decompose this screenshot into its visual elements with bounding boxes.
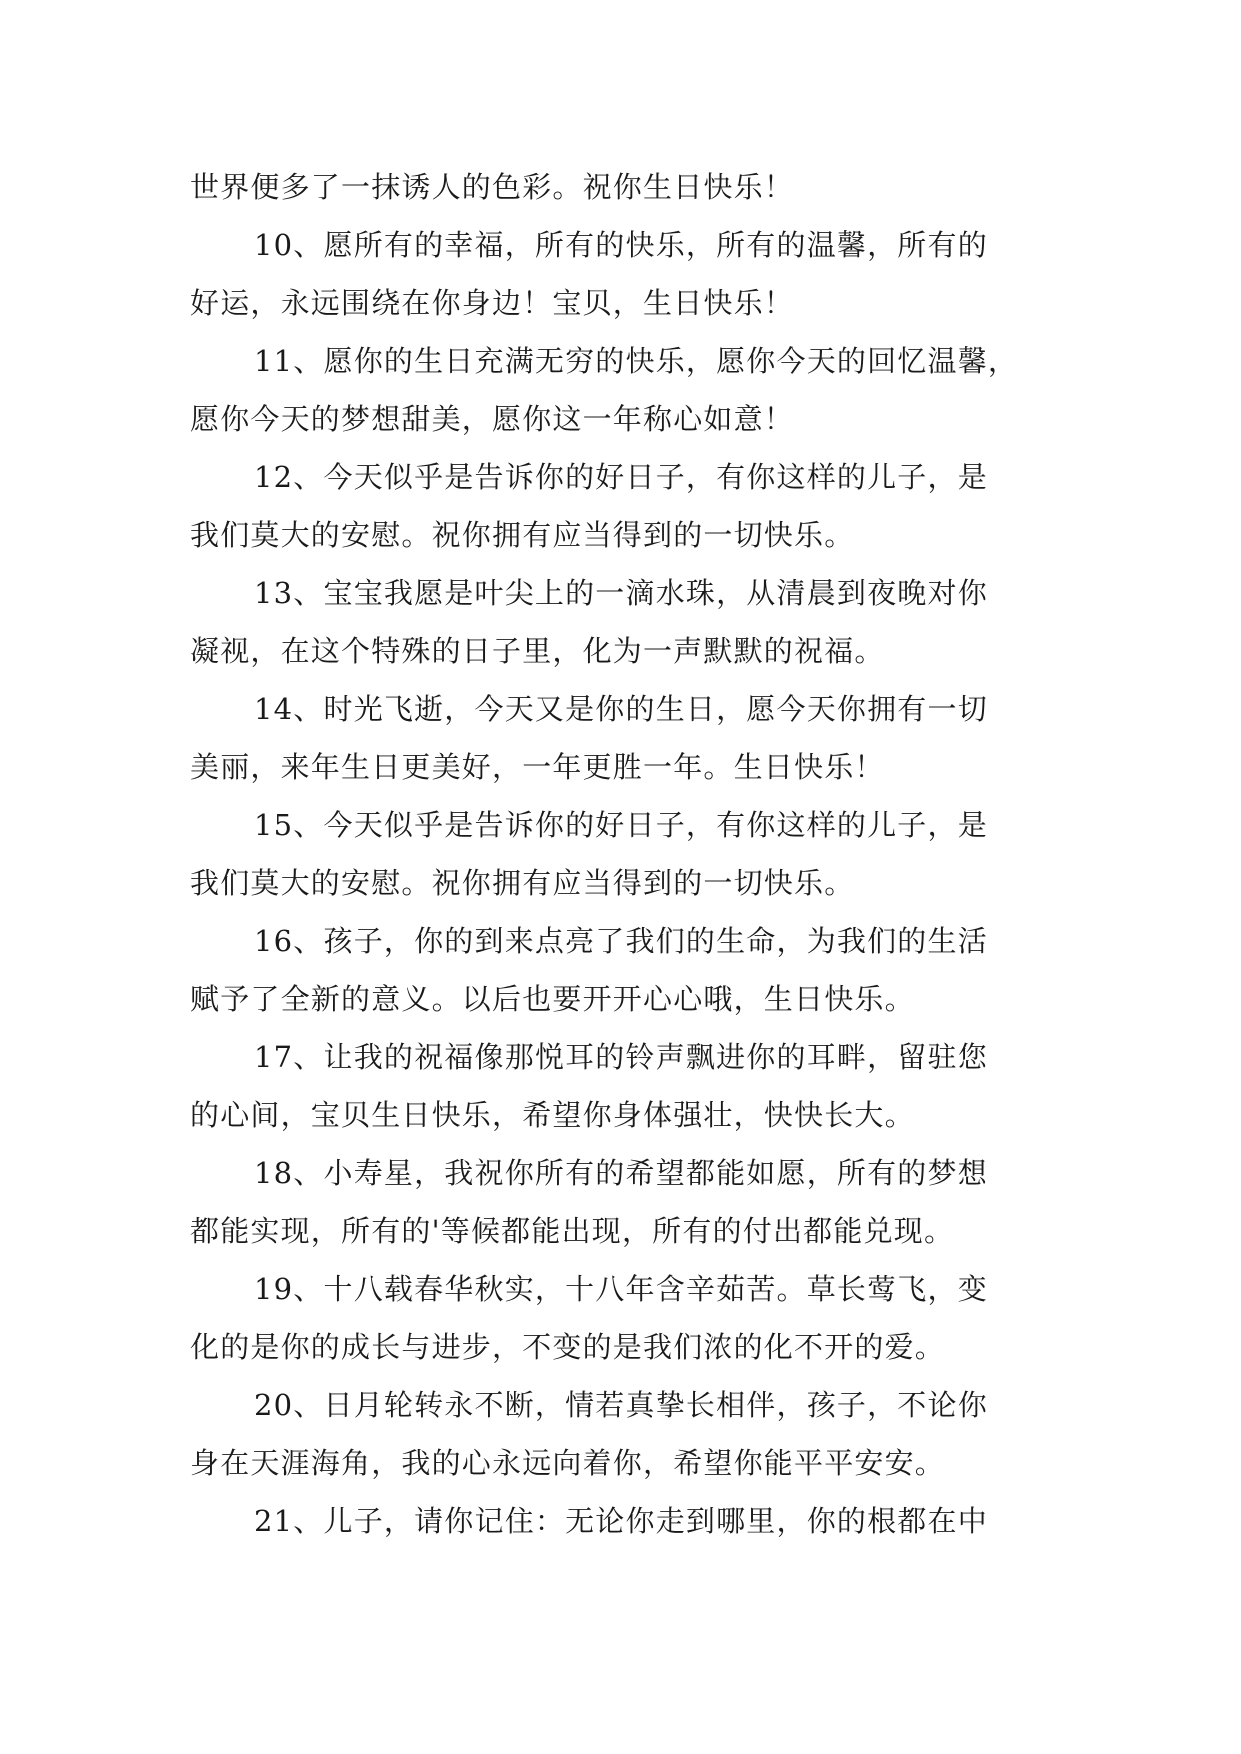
- text-line: 好运，永远围绕在你身边！宝贝，生日快乐！: [190, 286, 795, 320]
- text-line: 美丽，来年生日更美好，一年更胜一年。生日快乐！: [190, 750, 885, 784]
- text-line: 赋予了全新的意义。以后也要开开心心哦，生日快乐。: [190, 982, 915, 1016]
- text-line: 11、愿你的生日充满无穷的快乐，愿你今天的回忆温馨，: [254, 344, 1019, 378]
- document-page: [190, 158, 1050, 1550]
- text-line: 我们莫大的安慰。祝你拥有应当得到的一切快乐。: [190, 866, 855, 900]
- text-line: 16、孩子，你的到来点亮了我们的生命，为我们的生活: [254, 924, 988, 958]
- text-line: 愿你今天的梦想甜美，愿你这一年称心如意！: [190, 402, 795, 436]
- text-line: 19、十八载春华秋实，十八年含辛茹苦。草长莺飞，变: [254, 1272, 988, 1306]
- text-line: 都能实现，所有的'等候都能出现，所有的付出都能兑现。: [190, 1214, 955, 1248]
- text-line: 15、今天似乎是告诉你的好日子，有你这样的儿子，是: [254, 808, 988, 842]
- text-line: 的心间，宝贝生日快乐，希望你身体强壮，快快长大。: [190, 1098, 915, 1132]
- text-line: 凝视，在这个特殊的日子里，化为一声默默的祝福。: [190, 634, 885, 668]
- text-line: 12、今天似乎是告诉你的好日子，有你这样的儿子，是: [254, 460, 988, 494]
- text-line: 世界便多了一抹诱人的色彩。祝你生日快乐！: [190, 170, 795, 204]
- text-line: 20、日月轮转永不断，情若真挚长相伴，孩子，不论你: [254, 1388, 988, 1422]
- text-line: 17、让我的祝福像那悦耳的铃声飘进你的耳畔，留驻您: [254, 1040, 988, 1074]
- text-line: 18、小寿星，我祝你所有的希望都能如愿，所有的梦想: [254, 1156, 988, 1190]
- text-line: 10、愿所有的幸福，所有的快乐，所有的温馨，所有的: [254, 228, 988, 262]
- text-line: 化的是你的成长与进步，不变的是我们浓的化不开的爱。: [190, 1330, 946, 1364]
- text-line: 我们莫大的安慰。祝你拥有应当得到的一切快乐。: [190, 518, 855, 552]
- text-line: 13、宝宝我愿是叶尖上的一滴水珠，从清晨到夜晚对你: [254, 576, 988, 610]
- text-line: 21、儿子，请你记住：无论你走到哪里，你的根都在中: [254, 1504, 988, 1538]
- text-line: 身在天涯海角，我的心永远向着你，希望你能平平安安。: [190, 1446, 946, 1480]
- text-line: 14、时光飞逝，今天又是你的生日，愿今天你拥有一切: [254, 692, 988, 726]
